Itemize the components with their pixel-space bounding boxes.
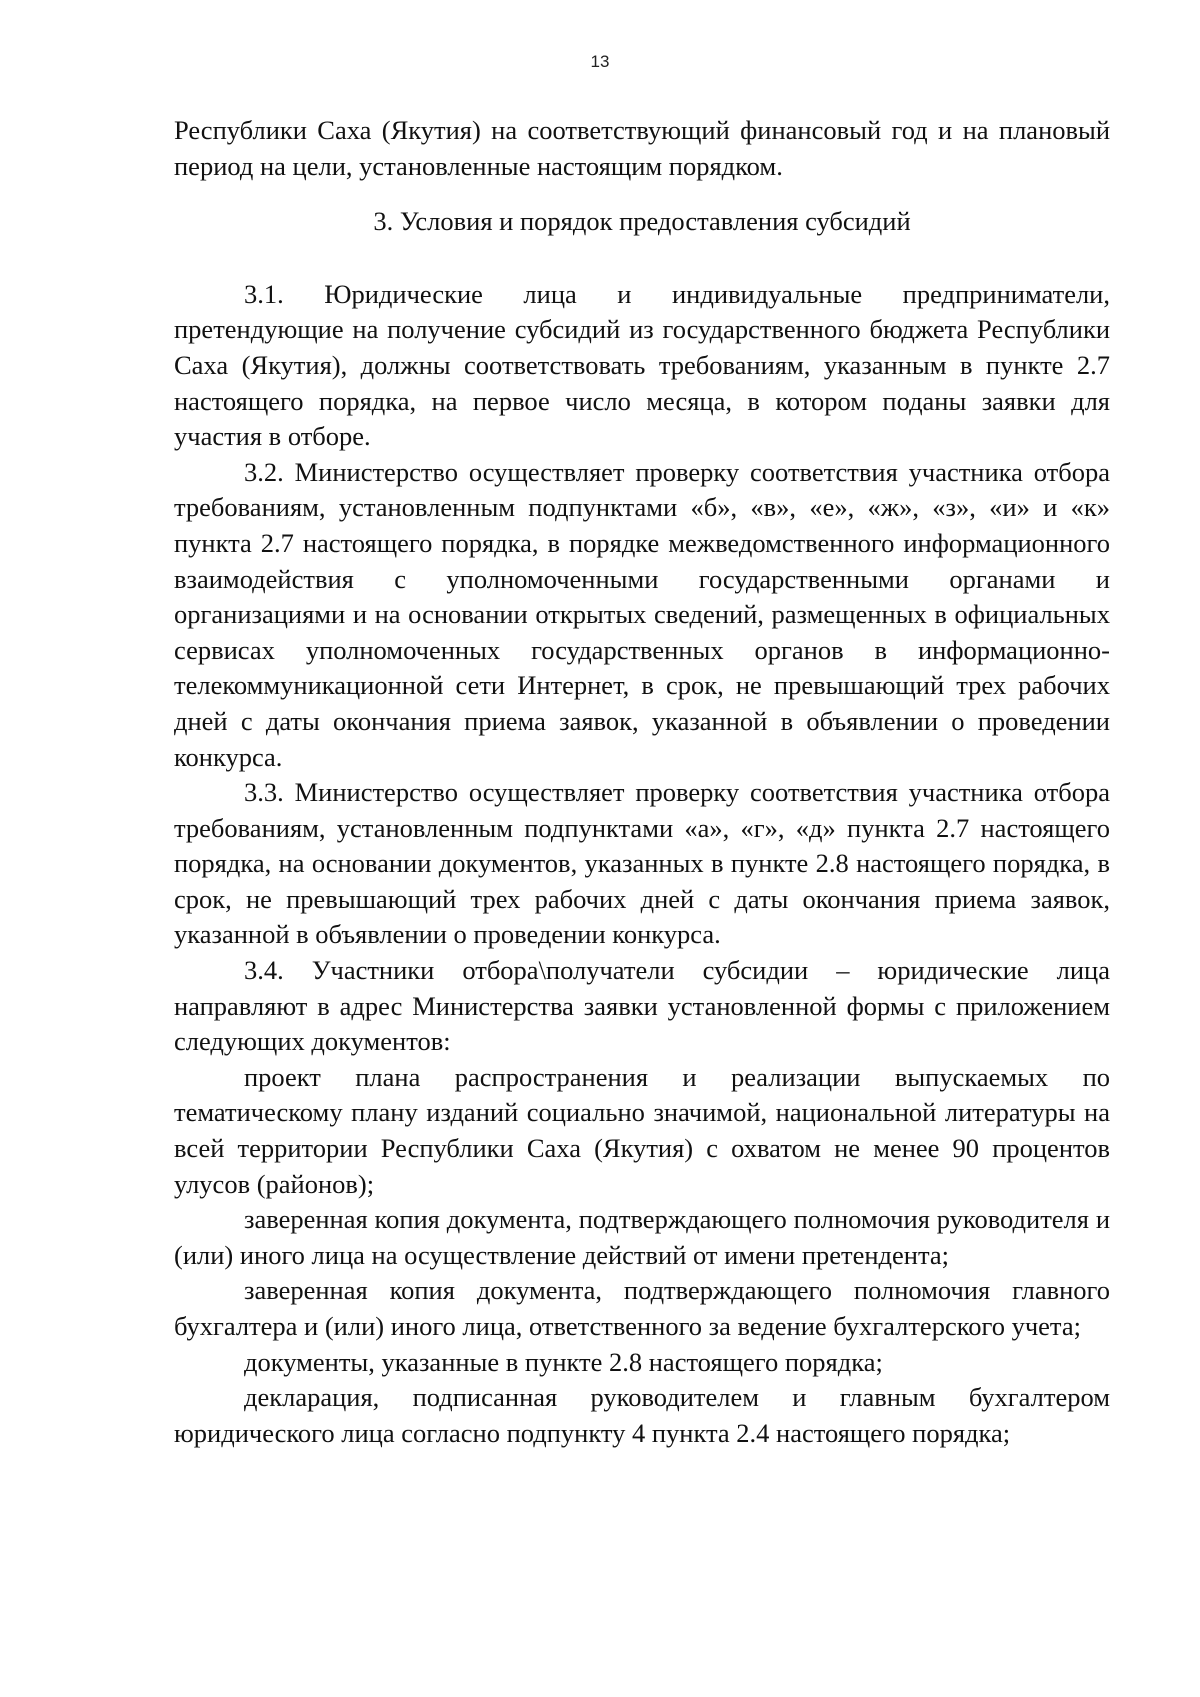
document-list-item: заверенная копия документа, подтверждающего полномочия главного бухгалтера и (или) иного лица, ответственного за ведение бухгалтерского учета; <box>174 1275 1110 1341</box>
clause-3-3: 3.3. Министерство осуществляет проверку соответствия участника отбора требованиям, установленным подпунктами «а», «г», «д» пункта 2.7 настоящего порядка, на основании документов, указанных в пункте 2.8 настоящего порядка, в срок, не превышающий трех рабочих дней с даты окончания приема заявок, указанной в объявлении о проведении конкурса. <box>174 777 1110 950</box>
section-heading: 3. Условия и порядок предоставления субсидий <box>373 206 911 237</box>
document-list-item: заверенная копия документа, подтверждающего полномочия руководителя и (или) иного лица на осуществление действий от имени претендента; <box>174 1204 1110 1270</box>
clause-3-1: 3.1. Юридические лица и индивидуальные предприниматели, претендующие на получение субсидий из государственного бюджета Республики Саха (Якутия), должны соответствовать требованиям, указанным в пункте 2.7 настоящего порядка, на первое число месяца, в котором поданы заявки для участия в отборе. <box>174 278 1110 452</box>
clause-3-2: 3.2. Министерство осуществляет проверку соответствия участника отбора требованиям, установленным подпунктами «б», «в», «е», «ж», «з», «и» и «к» пункта 2.7 настоящего порядка, в порядке межведомственного информационного взаимодействия с уполномоченными государственными органами и организациями и на основании открытых сведений, размещенных в официальных сервисах уполномоченных государственных органов в информационно-телекоммуникационной сети Интернет, в срок, не превышающий трех рабочих дней с даты окончания приема заявок, указанной в объявлении о проведении конкурса. <box>174 456 1110 772</box>
clause-3-4: 3.4. Участники отбора\получатели субсидии – юридические лица направляют в адрес Министерства заявки установленной формы с приложением следующих документов: <box>174 955 1110 1057</box>
page-number: 13 <box>590 52 610 71</box>
paragraph-continuation: Республики Саха (Якутия) на соответствующий финансовый год и на плановый период на цели, установленные настоящим порядком. <box>174 115 1110 181</box>
document-list-item: декларация, подписанная руководителем и главным бухгалтером юридического лица согласно подпункту 4 пункта 2.4 настоящего порядка; <box>174 1382 1110 1448</box>
document-list-item: проект плана распространения и реализации выпускаемых по тематическому плану изданий социально значимой, национальной литературы на всей территории Республики Саха (Якутия) с охватом не менее 90 процентов улусов (районов); <box>174 1061 1110 1199</box>
document-list-item: документы, указанные в пункте 2.8 настоящего порядка; <box>244 1346 883 1377</box>
document-body <box>174 113 1110 1451</box>
